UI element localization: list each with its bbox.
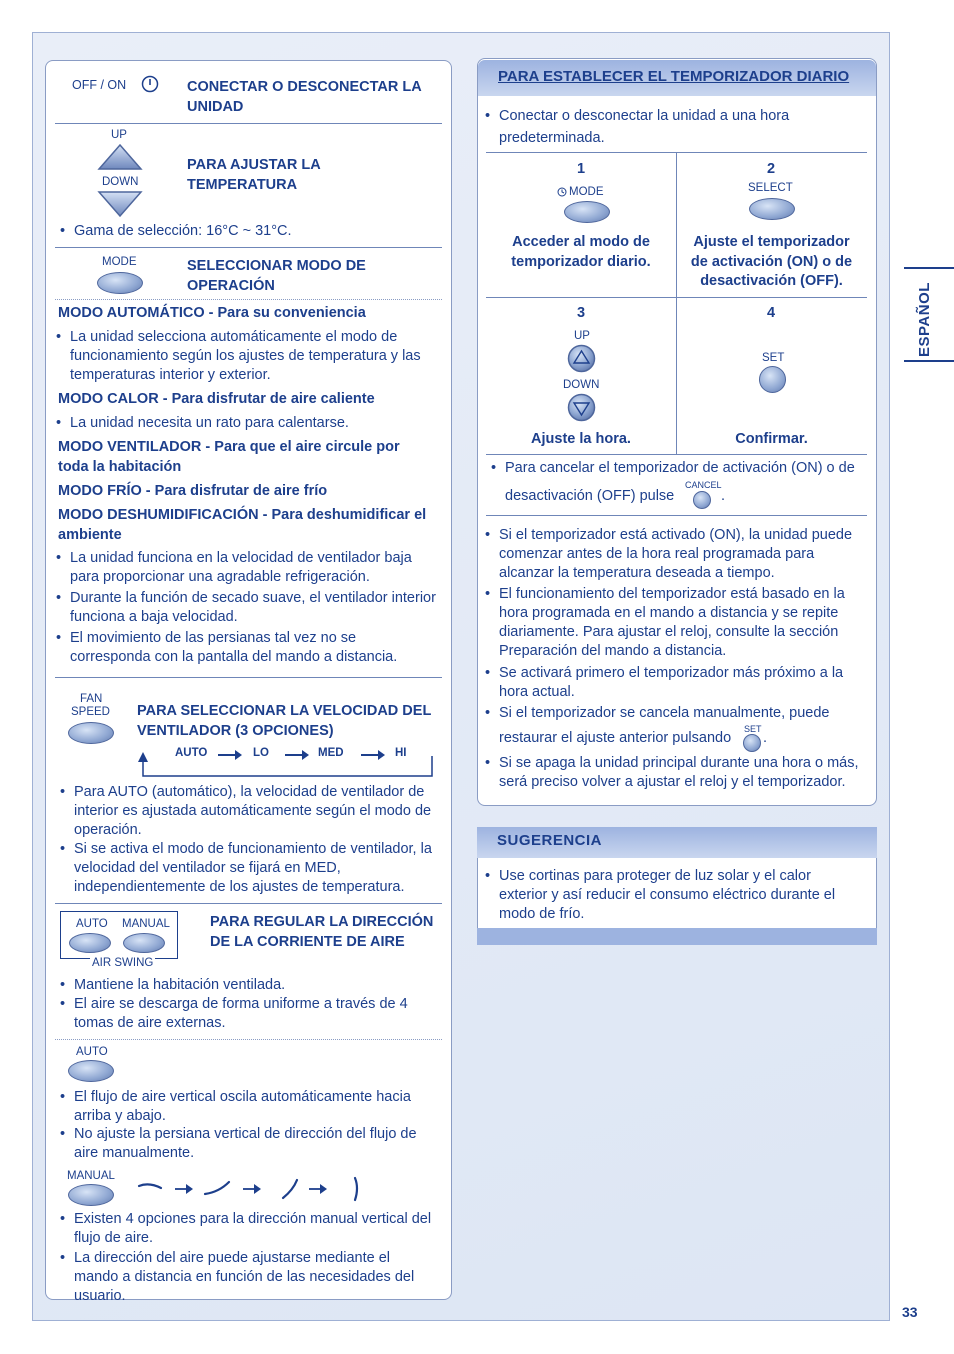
timer-note: • Se activará primero el temporizador más próximo a la hora actual.: [499, 664, 867, 702]
cancel-end: .: [721, 488, 726, 504]
mode-auto-title: MODO AUTOMÁTICO - Para su conveniencia: [58, 305, 366, 321]
timer-note: • Si el temporizador está activado (ON), la unidad puede comenzar antes de la hora real programada para alcanzar la temperatura deseada a tiempo.: [499, 526, 867, 583]
page-number: 33: [902, 1304, 918, 1320]
onoff-title: CONECTAR O DESCONECTAR LA UNIDAD: [187, 79, 422, 115]
cancel-button[interactable]: [693, 491, 711, 509]
airswing-bullet: • Mantiene la habitación ventilada.: [74, 976, 438, 995]
step4-button-label: SET: [762, 352, 785, 364]
fan-bullet: • Para AUTO (automático), la velocidad de ventilador de interior es ajustada automáticamente según el modo de operación.: [74, 783, 438, 840]
cancel-line1: • Para cancelar el temporizador de activación (ON) o de: [505, 459, 867, 478]
fan-speed-button[interactable]: [68, 722, 114, 744]
restore-line2: restaurar el ajuste anterior pulsando: [499, 730, 732, 746]
step-number: 3: [577, 305, 586, 321]
mode-title: SELECCIONAR MODO DE OPERACIÓN: [187, 258, 366, 294]
step1-button-label: MODE: [569, 186, 604, 198]
tip-footer-bar: [477, 928, 877, 945]
cancel-button-label: CANCEL: [685, 480, 722, 490]
language-label: ESPAÑOL: [916, 282, 933, 357]
auto-swing-button[interactable]: [68, 1060, 114, 1082]
auto-swing-bullet: • No ajuste la persiana vertical de dirección del flujo de aire manualmente.: [74, 1125, 438, 1163]
airswing-auto-label: AUTO: [76, 918, 108, 930]
fan-cycle-med: MED: [318, 747, 344, 759]
auto-swing-bullet: • El flujo de aire vertical oscila automáticamente hacia arriba y abajo.: [74, 1088, 438, 1126]
temp-title: PARA AJUSTAR LA TEMPERATURA: [187, 157, 321, 193]
restore-end: .: [763, 730, 768, 746]
airswing-manual-button[interactable]: [123, 933, 165, 953]
onoff-button-label: OFF / ON: [72, 78, 127, 92]
mode-button-label: MODE: [102, 256, 137, 268]
divider: [676, 152, 677, 454]
timer-note: • El funcionamiento del temporizador está basado en la hora programada en el mando a distancia y se repite diariamente. Para ajustar el reloj, consulte la sección Preparación del mando a distancia.: [499, 585, 867, 661]
divider: [55, 299, 442, 300]
timer-title: PARA ESTABLECER EL TEMPORIZADOR DIARIO: [498, 68, 850, 85]
timer-set-button[interactable]: [759, 366, 786, 393]
mode-dry-bullet: • La unidad funciona en la velocidad de ventilador baja para proporcionar una agradable refrigeración.: [70, 549, 438, 587]
manual-swing-button[interactable]: [68, 1184, 114, 1206]
timer-up-button[interactable]: [567, 344, 596, 373]
divider: [55, 123, 442, 124]
mode-fan-title: MODO VENTILADOR - Para que el aire circule por toda la habitación: [58, 439, 400, 475]
step-number: 1: [577, 161, 586, 177]
timer-intro: • Conectar o desconectar la unidad a una hora predeterminada.: [499, 105, 859, 149]
step4-text: Confirmar.: [735, 431, 808, 447]
fan-title: PARA SELECCIONAR LA VELOCIDAD DEL VENTILADOR (3 OPCIONES): [137, 703, 432, 739]
step3-up-label: UP: [574, 330, 590, 342]
airswing-bullet: • El aire se descarga de forma uniforme a través de 4 tomas de aire externas.: [74, 995, 438, 1033]
timer-select-button[interactable]: [749, 198, 795, 220]
divider: [55, 903, 442, 904]
divider: [486, 454, 867, 455]
manual-button-label: MANUAL: [67, 1170, 115, 1182]
temp-up-label: UP: [111, 129, 127, 141]
mode-dry-bullet: • El movimiento de las persianas tal vez no se corresponda con la pantalla del mando a distancia.: [70, 629, 438, 667]
step1-text: Acceder al modo de temporizador diario.: [511, 234, 651, 270]
manual-swing-bullet: • La dirección del aire puede ajustarse mediante el mando a distancia en función de las necesidades del usuario.: [74, 1249, 438, 1306]
cancel-line2: desactivación (OFF) pulse: [505, 488, 675, 504]
fan-cycle-lo: LO: [253, 747, 269, 759]
step-number: 4: [767, 305, 776, 321]
temp-down-label: DOWN: [102, 176, 139, 188]
timer-header: [478, 60, 876, 96]
temp-up-button[interactable]: [97, 143, 143, 171]
tip-text: • Use cortinas para proteger de luz solar y el calor exterior y así reducir el consumo eléctrico durante el modo de frío.: [499, 867, 859, 924]
divider: [55, 1039, 442, 1040]
step3-text: Ajuste la hora.: [531, 431, 631, 447]
mode-button[interactable]: [97, 272, 143, 294]
airswing-caption: AIR SWING: [92, 957, 154, 969]
step2-button-label: SELECT: [748, 182, 793, 194]
airswing-auto-button[interactable]: [69, 933, 111, 953]
mode-auto-bullet: • La unidad selecciona automáticamente el modo de funcionamiento según los ajustes de temperatura y las temperaturas interior y exterior.: [70, 328, 438, 385]
restore-line1: • Si el temporizador se cancela manualmente, puede: [499, 704, 867, 723]
mode-dry-bullet: • Durante la función de secado suave, el ventilador interior funciona a baja velocidad.: [70, 589, 438, 627]
manual-swing-bullet: • Existen 4 opciones para la dirección manual vertical del flujo de aire.: [74, 1210, 438, 1248]
tip-title: SUGERENCIA: [497, 832, 603, 849]
restore-button-label: SET: [744, 724, 762, 734]
airswing-title: PARA REGULAR LA DIRECCIÓN DE LA CORRIENTE DE AIRE: [210, 914, 434, 950]
divider: [486, 515, 867, 516]
divider: [55, 247, 442, 248]
airswing-manual-label: MANUAL: [122, 918, 170, 930]
mode-heat-title: MODO CALOR - Para disfrutar de aire caliente: [58, 391, 375, 407]
mode-heat-bullet: • La unidad necesita un rato para calentarse.: [70, 414, 438, 433]
step3-down-label: DOWN: [563, 379, 600, 391]
fan-cycle-auto: AUTO: [175, 747, 208, 759]
auto-button-label: AUTO: [76, 1046, 108, 1058]
tip-header: [477, 827, 877, 858]
power-icon[interactable]: [141, 75, 159, 93]
fan-cycle-hi: HI: [395, 747, 407, 759]
timer-last-note: • Si se apaga la unidad principal durante una hora o más, será preciso volver a ajustar el reloj y el temporizador.: [499, 754, 867, 792]
clock-icon: [557, 187, 567, 197]
fan-button-label: FAN: [80, 693, 103, 705]
louver-positions-diagram: [135, 1172, 365, 1204]
step-number: 2: [767, 161, 776, 177]
timer-mode-button[interactable]: [564, 201, 610, 223]
fan-bullet: • Si se activa el modo de funcionamiento de ventilador, la velocidad del ventilador se fijará en MED, independientemente de los ajustes de temperatura.: [74, 840, 438, 897]
language-tab: [904, 267, 954, 362]
step2-text: Ajuste el temporizador de activación (ON) o de desactivación (OFF).: [690, 234, 853, 289]
timer-down-button[interactable]: [567, 393, 596, 422]
temp-down-button[interactable]: [97, 190, 143, 218]
restore-set-button[interactable]: [743, 734, 761, 752]
divider: [486, 297, 867, 298]
temp-range: • Gama de selección: 16°C ~ 31°C.: [74, 222, 434, 241]
divider: [55, 677, 442, 678]
mode-dry-title: MODO DESHUMIDIFICACIÓN - Para deshumidificar el ambiente: [58, 507, 427, 543]
fan-button-label: SPEED: [71, 706, 110, 718]
mode-cool-title: MODO FRÍO - Para disfrutar de aire frío: [58, 483, 328, 499]
